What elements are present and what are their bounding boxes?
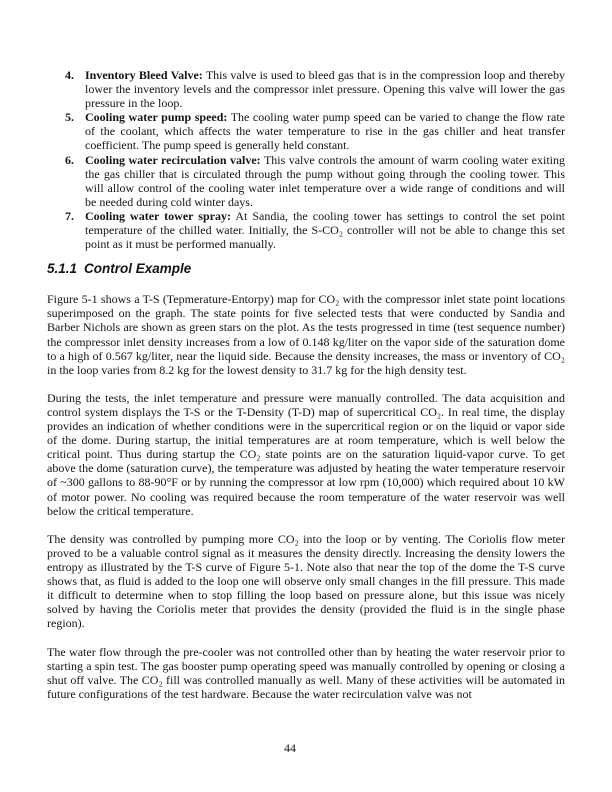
list-item-6 (47, 153, 565, 209)
list-item-text: The cooling water pump speed can be varied to change the flow rate of the coolant, which affects the water temperature to rise in the gas chiller and heat transfer coefficient. The pump speed is generally held constant. (85, 110, 565, 153)
list-item-text: At Sandia, the cooling tower has settings to control the set point temperature of the chilled water. Initially, the S-CO₂ controller will not be able to change this set point as it must be performed manually. (85, 208, 565, 252)
body-paragraph-2: During the tests, the inlet temperature and pressure were manually controlled. The data acquisition and control system displays the T-S or the T-Density (T-D) map of supercritical CO₂. In real time, the display provides an indication of whether conditions were in the supercritical region or on the liquid or vapor side of the dome. During startup, the initial temperatures are at room temperature, which is well below the critical point. Thus during startup the CO₂ state points are on the saturation liquid-vapor curve. To get above the dome (saturation curve), the temperature was adjusted by heating the water temperature reservoir of ~300 gallons to 88-90°F or by running the compressor at low rpm (10,000) which required about 10 kW of motor power. No cooling was required because the room temperature of the water reservoir was well below the critical temperature. (47, 390, 565, 518)
body-paragraph-1: Figure 5-1 shows a T-S (Tepmerature-Entorpy) map for CO₂ with the compressor inlet state point locations superimposed on the graph. The state points for five selected tests that were conducted by Sandia and Barber Nichols are shown as green stars on the plot. As the tests progressed in time (test sequence number) the compressor inlet density increases from a low of 0.148 kg/liter on the vapor side of the saturation dome to a high of 0.567 kg/liter, near the liquid side. Because the density increases, the mass or inventory of CO₂ in the loop varies from 8.2 kg for the lowest density to 31.7 kg for the high density test. (47, 292, 565, 377)
section-heading-title: Control Example (84, 261, 192, 277)
list-item-label: Cooling water tower spray: (85, 208, 231, 223)
page-content (47, 68, 565, 715)
list-item-number: 6. (65, 152, 74, 167)
list-item-5 (47, 110, 565, 152)
list-item-label: Inventory Bleed Valve: (85, 68, 203, 82)
body-paragraph-3: The density was controlled by pumping more CO₂ into the loop or by venting. The Coriolis flow meter proved to be a valuable control signal as it measures the density directly. Increasing the density lowers the entropy as illustrated by the T-S curve of Figure 5-1. Note also that near the top of the dome the T-S curve shows that, as fluid is added to the loop one will observe only small changes in the fill pressure. This made it difficult to determine when to stop filling the loop based on pressure alone, but this issue was nicely solved by having the Coriolis meter that provides the density (provided the fluid is in the single phase region). (47, 531, 565, 631)
list-item-4 (47, 68, 565, 110)
page-number: 44 (284, 741, 296, 755)
section-heading-number: 5.1.1 (47, 261, 78, 277)
list-item-number: 5. (65, 110, 74, 125)
numbered-list (47, 68, 565, 251)
list-item-text: This valve controls the amount of warm cooling water exiting the gas chiller that is circulated through the pump without going through the cooling tower. This will allow control of the cooling water inlet temperature over a wide range of conditions and will be needed during cold winter days. (85, 152, 565, 209)
list-item-label: Cooling water pump speed: (85, 110, 228, 125)
section-heading (47, 261, 565, 277)
list-item-7 (47, 209, 565, 251)
list-item-number: 4. (65, 68, 74, 82)
list-item-number: 7. (65, 208, 74, 223)
list-item-label: Cooling water recirculation valve: (85, 152, 261, 167)
body-paragraph-4: The water flow through the pre-cooler was not controlled other than by heating the water reservoir prior to starting a spin test. The gas booster pump operating speed was manually controlled by opening or closing a shut off valve. The CO₂ fill was controlled manually as well. Many of these activities will be automated in future configurations of the test hardware. Because the water recirculation valve was not (47, 644, 565, 701)
list-item-text: This valve is used to bleed gas that is in the compression loop and thereby lower the inventory levels and the compressor inlet pressure. Opening this valve will lower the gas pressure in the loop. (85, 68, 565, 111)
